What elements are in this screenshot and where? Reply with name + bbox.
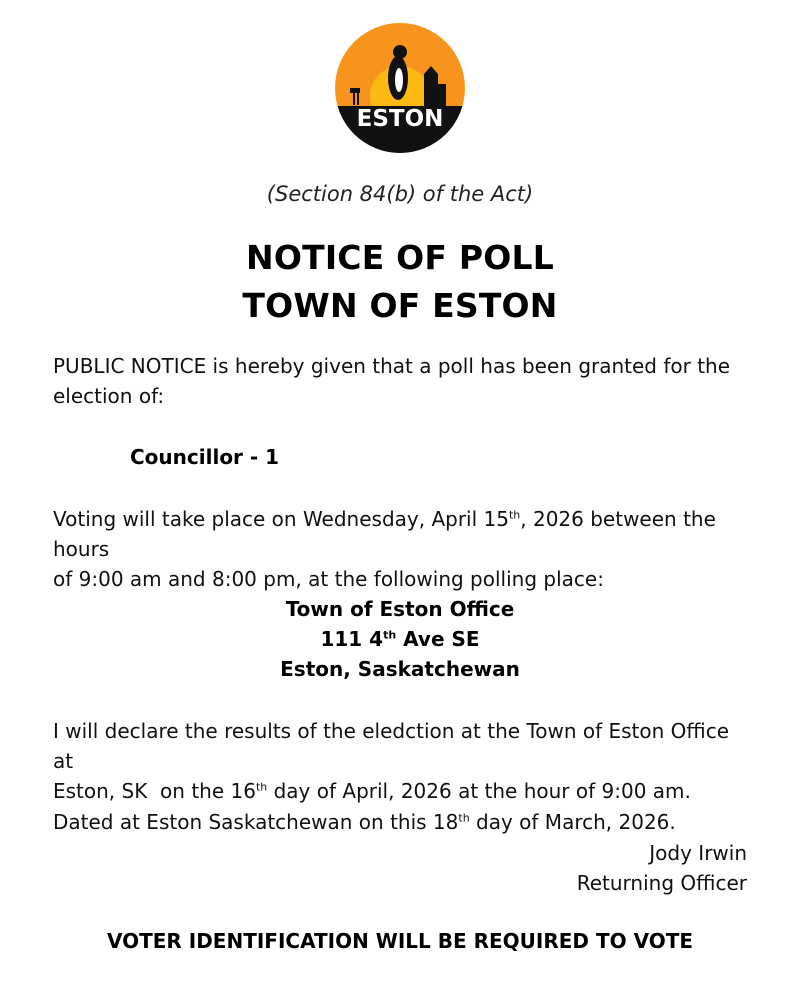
intro-line-2: election of:: [53, 384, 165, 408]
voting-line-1: Voting will take place on Wednesday, April 15th, 2026 between the hours: [53, 507, 716, 561]
signature-role: Returning Officer: [576, 871, 747, 895]
logo-text: ESTON: [356, 106, 444, 132]
voting-line-2: of 9:00 am and 8:00 pm, at the following polling place:: [53, 567, 604, 591]
polling-place-name: Town of Eston Office: [285, 597, 515, 621]
town-title: TOWN OF ESTON: [242, 286, 558, 325]
eston-logo: [334, 22, 466, 154]
notice-title: NOTICE OF POLL: [246, 238, 554, 277]
voter-id-notice: VOTER IDENTIFICATION WILL BE REQUIRED TO VOTE: [106, 929, 694, 953]
intro-line-1: PUBLIC NOTICE is hereby given that a poll has been granted for the: [53, 354, 731, 378]
results-line-1: I will declare the results of the eledction at the Town of Eston Office at: [53, 719, 730, 773]
results-line-2: Eston, SK on the 16th day of April, 2026 at the hour of 9:00 am.: [53, 779, 691, 803]
results-paragraph: [53, 716, 753, 806]
polling-place-address: 111 4th Ave SE: [320, 627, 480, 651]
signature-name: Jody Irwin: [649, 841, 747, 865]
dated-line: Dated at Eston Saskatchewan on this 18th day of March, 2026.: [53, 810, 676, 834]
polling-place-city: Eston, Saskatchewan: [280, 657, 520, 681]
intro-paragraph: [53, 351, 753, 411]
office-councillor: Councillor - 1: [130, 445, 280, 469]
section-reference: (Section 84(b) of the Act): [266, 182, 534, 206]
voting-paragraph: [53, 504, 753, 594]
